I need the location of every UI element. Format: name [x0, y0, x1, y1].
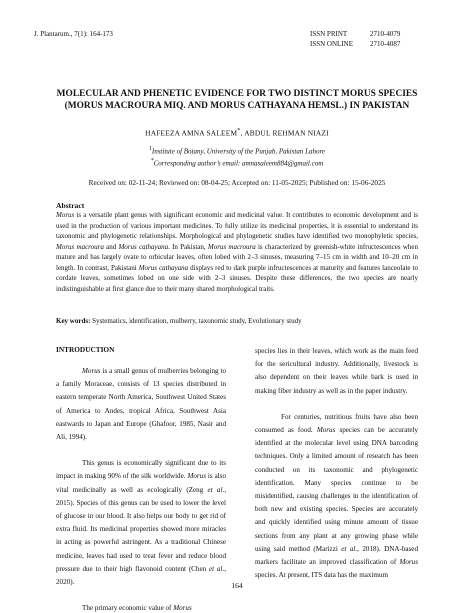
right-genus-1: Morus: [316, 426, 336, 435]
affiliation-1: [30, 145, 444, 157]
intro-p2-b: is also vital medicinally as well as ecologically (Zeng: [56, 472, 226, 494]
intro-etal-1: et al.: [207, 485, 225, 494]
intro-p1-text: is a small genus of mulberries belonging to a family Moraceae, consists of 13 species distributed in eastern temperate North America, Southwest United States of America to Andes, tropical Africa, Southwest Asia eastwards to Japan and Europe (Ghafoor, 1985, Nasir and Ali, 1994).: [56, 367, 226, 442]
issn-online-label: ISSN ONLINE: [310, 40, 353, 48]
paper-title: [30, 88, 444, 112]
abstract-text: [56, 210, 418, 294]
author-list: [30, 128, 444, 137]
intro-p2-a: This genus is economically significant due to its impact in making 90% of the silk worldwide.: [56, 459, 226, 481]
author-1-mark: *: [237, 128, 241, 134]
abstract-genus: Morus: [56, 211, 75, 219]
author-2: ABDUL REHMAN NIAZI: [244, 128, 329, 138]
intro-paragraph-3: [56, 602, 226, 613]
abstract-species-cathayana-2: Morus cathayana: [138, 263, 189, 272]
abstract-part-1: is a versatile plant genus with significant economic and medicinal value. It contributes to economic development and is used in the production of various important medicines. To fully utilize its medicinal properties, it is essential to understand its taxonomic and phylogenetic relationships. Morphological and phylogenetic studies have identified two monophyletic species,: [56, 211, 418, 240]
abstract-part-4: displays red to dark purple infructescences at maturity and features lanceolate to cordate leaves, sometimes lobed on one side with 2–3 sinuses. Despite these differences, the two species are nearly indistinguishable at first glance due to their many shared morphological traits.: [56, 263, 418, 293]
left-column: [56, 345, 226, 613]
right-p2-d: species. At present, ITS data has the maximum: [255, 571, 388, 580]
journal-reference: J. Plantarum., 7(1): 164-173: [34, 30, 113, 38]
intro-paragraph-1: [56, 365, 226, 444]
right-genus-2: Morus: [399, 558, 418, 567]
right-p2-b: species can be accurately identified at the molecular level using DNA barcoding techniques. Only a limited amount of research has been conducted on its taxonomic and phylogenetic identification. Many species continue to be misidentified, causing challenges in the identification of both new and existing species. Species are accurately and quickly identified using minute amount of tissue sections from any plant at any growing phase while using said method (Marizzi: [255, 426, 418, 553]
abstract-species-cathayana: Morus cathayana: [118, 242, 169, 251]
abstract-and: and: [103, 242, 119, 251]
intro-paragraph-2: [56, 457, 226, 589]
right-paragraph-1: species lies in their leaves, which work as the main feed for the sericultural industry. Additionally, livestock is also dependent on their leaves while bark is used in making fiber industry as well as in the paper industry.: [255, 347, 418, 395]
keywords: [56, 316, 418, 326]
intro-genus-2: Morus: [187, 472, 206, 481]
right-paragraph-2: [255, 411, 418, 583]
abstract-species-macroura: Morus macroura: [56, 242, 104, 251]
keywords-text: Systematics, identification, mulberry, taxonomic study, Evolutionary study: [90, 317, 302, 325]
keywords-label: Key words:: [56, 317, 91, 325]
abstract-heading: Abstract: [56, 201, 85, 210]
page-number: 164: [231, 581, 243, 590]
intro-p2-c: , 2015). Species of this genus can be used to lower the level of glucose in our blood. It also helps our body to get rid of extra fluid. Its medicinal properties showed more miracles in acting as powerful astringent. As a traditional Chinese medicine, leaves had used to treat fever and reduce blood pressure due to their high flavonoid content (Chen: [56, 485, 226, 573]
intro-p2-d: , 2020).: [56, 564, 226, 587]
issn-print-row: [310, 29, 400, 39]
abstract-species-macroura-2: Morus macroura: [207, 242, 256, 251]
paper-title-line-1: MOLECULAR AND PHENETIC EVIDENCE FOR TWO DISTINCT MORUS SPECIES: [56, 89, 418, 99]
corresponding-mark: *: [150, 157, 154, 164]
intro-genus-1: Morus: [82, 367, 101, 375]
author-separator: ,: [240, 128, 245, 138]
right-etal: et al.: [341, 544, 358, 553]
publication-dates: Received on: 02-11-24; Reviewed on: 08-04-25; Accepted on: 11-05-2025; Published on: 15-06-2025: [88, 178, 386, 187]
issn-block: [310, 29, 400, 49]
intro-etal-2: et al.: [208, 564, 225, 573]
right-p2-c: , 2018). DNA-based markers facilitate an improved classification of: [255, 544, 419, 567]
affiliations: [30, 145, 444, 169]
affiliation-1-text: Institute of Botany, University of the Punjab, Pakistan Lahore: [151, 147, 326, 156]
intro-genus-3: Morus: [173, 604, 192, 613]
issn-online-value: 2710-4087: [370, 40, 401, 48]
issn-online-row: [310, 39, 400, 49]
abstract-part-2: . In Pakistan,: [168, 242, 208, 251]
affiliation-1-mark: 1: [148, 146, 152, 152]
intro-p3-a: The primary economic value of: [82, 604, 174, 613]
abstract-part-3: is characterized by greenish-white infructescences when mature and has largely ovate to orbicular leaves, often lobed with 2–3 sinuses, measuring 7–15 cm in width and 10–20 cm in length. In contrast, Pakistani: [56, 242, 418, 272]
author-1: HAFEEZA AMNA SALEEM: [145, 128, 238, 138]
corresponding-author: [30, 157, 444, 169]
introduction-heading: INTRODUCTION: [56, 345, 115, 354]
issn-print-label: ISSN PRINT: [310, 30, 348, 38]
issn-print-value: 2710-4079: [370, 30, 401, 38]
right-p2-a: For centuries, nutritious fruits have also been consumed as food.: [255, 412, 418, 435]
corresponding-email: Corresponding author’s email: amnasaleem884@gmail.com: [153, 159, 324, 168]
paper-title-line-2: (MORUS MACROURA MIQ. AND MORUS CATHAYANA HEMSL.) IN PAKISTAN: [64, 101, 410, 111]
right-column: [255, 345, 418, 595]
